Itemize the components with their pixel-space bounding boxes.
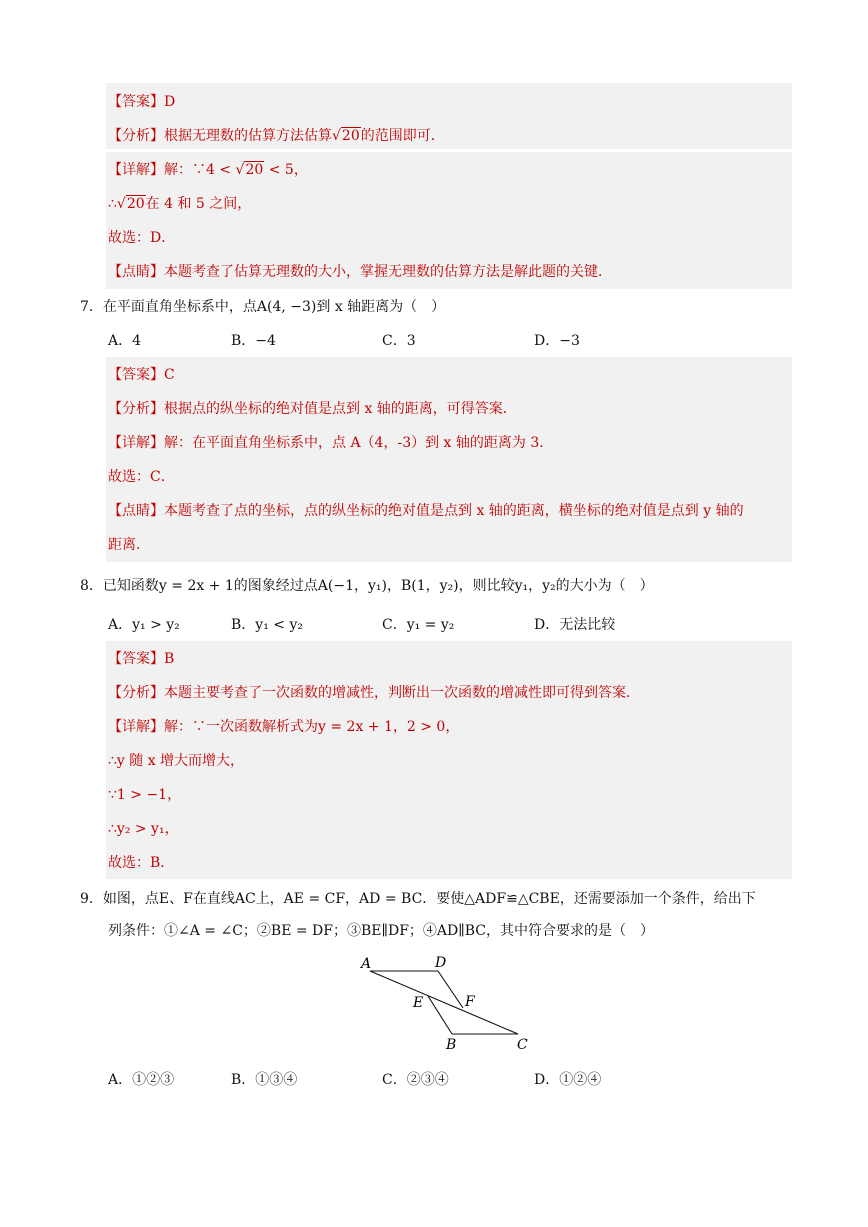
q9-stem-line1: 9．如图，点E、F在直线AC上，AE = CF，AD = BC．要使△ADF≌△CBE，还需要添加一个条件，给出下 [80, 891, 756, 907]
q6-detail-line2: ∴√20在 4 和 5 之间， [108, 196, 252, 212]
label-e: E [413, 995, 424, 1011]
q7-analysis: 【分析】根据点的纵坐标的绝对值是点到 x 轴的距离，可得答案． [108, 401, 517, 417]
q9-option-c: C．②③④ [382, 1072, 449, 1088]
q9-option-b: B．①③④ [231, 1072, 298, 1088]
q8-choose: 故选：B． [108, 855, 175, 871]
q7-answer: 【答案】C [108, 367, 175, 383]
q7-option-d: D．−3 [534, 333, 580, 349]
label-f: F [465, 994, 475, 1010]
q7-stem: 7．在平面直角坐标系中，点A(4, −3)到 x 轴距离为（ ） [80, 299, 446, 315]
q7-option-b: B．−4 [231, 333, 276, 349]
q8-answer: 【答案】B [108, 651, 175, 667]
q7-detail: 【详解】解：在平面直角坐标系中，点 A（4，-3）到 x 轴的距离为 3． [108, 435, 554, 451]
q6-analysis: 【分析】根据无理数的估算方法估算√20的范围即可． [108, 128, 445, 144]
segment-df [438, 971, 463, 1008]
q7-choose: 故选：C． [108, 469, 175, 485]
q7-option-a: A．4 [108, 333, 142, 349]
q8-option-b: B．y₁ < y₂ [231, 617, 303, 633]
q9-option-d: D．①②④ [534, 1072, 602, 1088]
q7-option-c: C．3 [382, 333, 416, 349]
q8-detail-line2: ∴y 随 x 增大而增大， [108, 753, 245, 769]
q9-option-a: A．①②③ [108, 1072, 175, 1088]
q6-comment: 【点睛】本题考查了估算无理数的大小，掌握无理数的估算方法是解此题的关键． [108, 264, 612, 280]
q8-option-d: D．无法比较 [534, 617, 616, 633]
solution-box-q7 [106, 357, 792, 562]
q8-analysis: 【分析】本题主要考查了一次函数的增减性，判断出一次函数的增减性即可得到答案． [108, 685, 640, 701]
q7-comment-line2: 距离． [108, 537, 150, 553]
q7-comment-line1: 【点睛】本题考查了点的坐标，点的纵坐标的绝对值是点到 x 轴的距离，横坐标的绝对值是点到 y 轴的 [108, 503, 744, 519]
q8-detail-line4: ∴y₂ > y₁， [108, 821, 179, 837]
q8-option-a: A．y₁ > y₂ [108, 617, 180, 633]
segment-eb [428, 996, 452, 1034]
q6-choose: 故选：D． [108, 230, 176, 246]
q8-detail-line3: ∵1 > −1， [108, 787, 182, 803]
label-b: B [446, 1037, 457, 1053]
q6-answer: 【答案】D [108, 94, 176, 110]
q8-option-c: C．y₁ = y₂ [382, 617, 455, 633]
label-a: A [361, 956, 372, 972]
q9-stem-line2: 列条件：①∠A = ∠C；②BE = DF；③BE∥DF；④AD∥BC，其中符合要求的是（ ） [108, 923, 654, 939]
q8-stem: 8．已知函数y = 2x + 1的图象经过点A(−1，y₁)，B(1，y₂)，则比较y₁，y₂的大小为（ ） [80, 578, 654, 594]
q8-detail: 【详解】解：∵一次函数解析式为y = 2x + 1，2 > 0， [108, 719, 460, 735]
label-d: D [435, 955, 447, 971]
q6-detail: 【详解】解：∵4 < √20 < 5， [108, 162, 308, 178]
label-c: C [517, 1037, 528, 1053]
q9-geometry-figure [355, 953, 535, 1053]
